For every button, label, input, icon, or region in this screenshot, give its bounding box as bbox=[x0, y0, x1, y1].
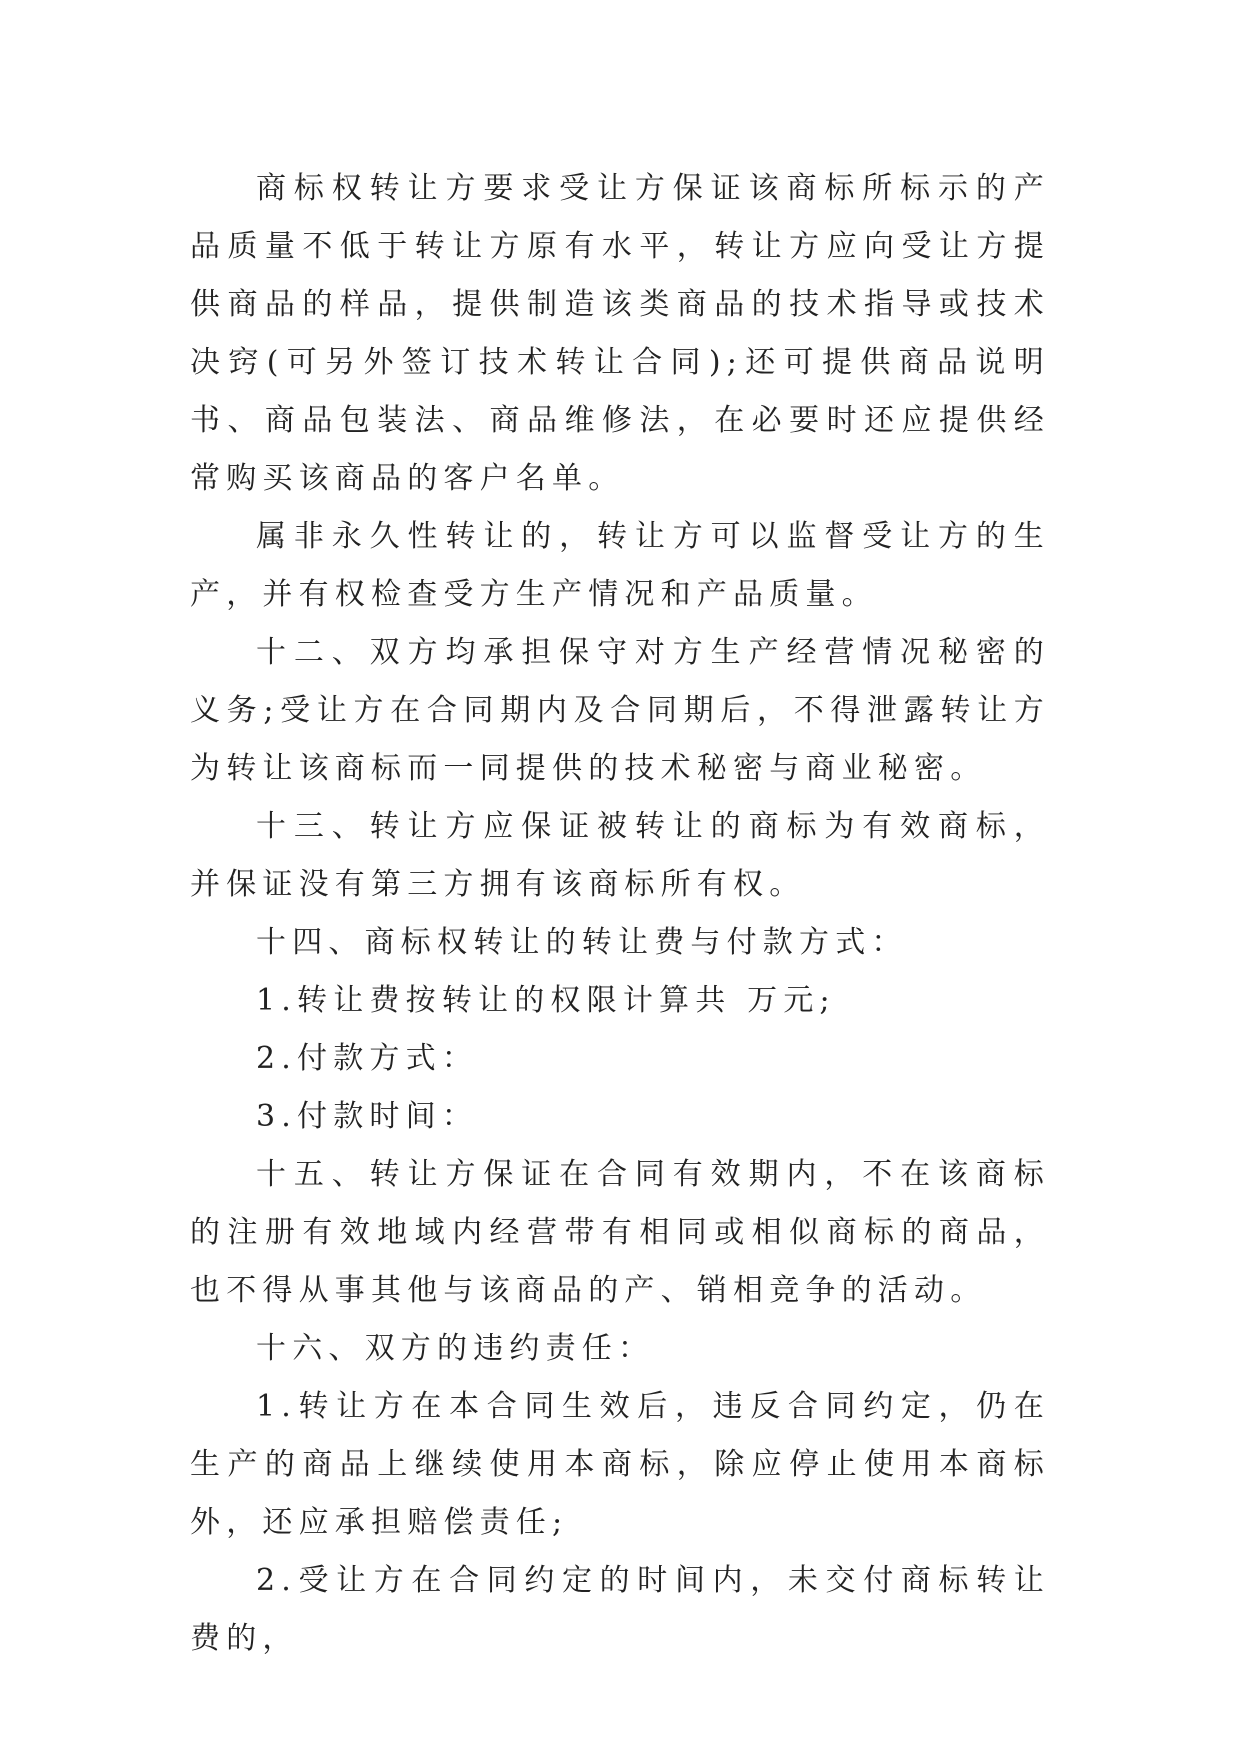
paragraph-supervision: 属非永久性转让的，转让方可以监督受让方的生产，并有权检查受方生产情况和产品质量。 bbox=[190, 519, 1050, 612]
paragraph-clause-13: 十三、转让方应保证被转让的商标为有效商标，并保证没有第三方拥有该商标所有权。 bbox=[190, 809, 1050, 902]
paragraph-quality-requirements: 商标权转让方要求受让方保证该商标所标示的产品质量不低于转让方原有水平，转让方应向受让方提供商品的样品，提供制造该类商品的技术指导或技术决窍(可另外签订技术转让合同);还可提供商品说明书、商品包装法、商品维修法，在必要时还应提供经常购买该商品的客户名单。 bbox=[190, 171, 1050, 496]
paragraph-clause-16: 十六、双方的违约责任： bbox=[256, 1331, 655, 1366]
paragraph-clause-16-item-1: 1.转让方在本合同生效后，违反合同约定，仍在生产的商品上继续使用本商标，除应停止使用本商标外，还应承担赔偿责任; bbox=[190, 1389, 1050, 1540]
paragraph-clause-14: 十四、商标权转让的转让费与付款方式： bbox=[256, 925, 908, 960]
document-body bbox=[190, 160, 1050, 1668]
paragraph-clause-14-item-3: 3.付款时间： bbox=[256, 1099, 479, 1134]
paragraph-clause-15: 十五、转让方保证在合同有效期内，不在该商标的注册有效地域内经营带有相同或相似商标的商品，也不得从事其他与该商品的产、销相竞争的活动。 bbox=[190, 1157, 1050, 1308]
paragraph-clause-14-item-1: 1.转让费按转让的权限计算共 万元; bbox=[256, 983, 836, 1018]
paragraph-clause-14-item-2: 2.付款方式： bbox=[256, 1041, 479, 1076]
paragraph-clause-16-item-2: 2.受让方在合同约定的时间内，未交付商标转让费的， bbox=[190, 1563, 1050, 1656]
paragraph-clause-12: 十二、双方均承担保守对方生产经营情况秘密的义务;受让方在合同期内及合同期后，不得泄露转让方为转让该商标而一同提供的技术秘密与商业秘密。 bbox=[190, 635, 1050, 786]
